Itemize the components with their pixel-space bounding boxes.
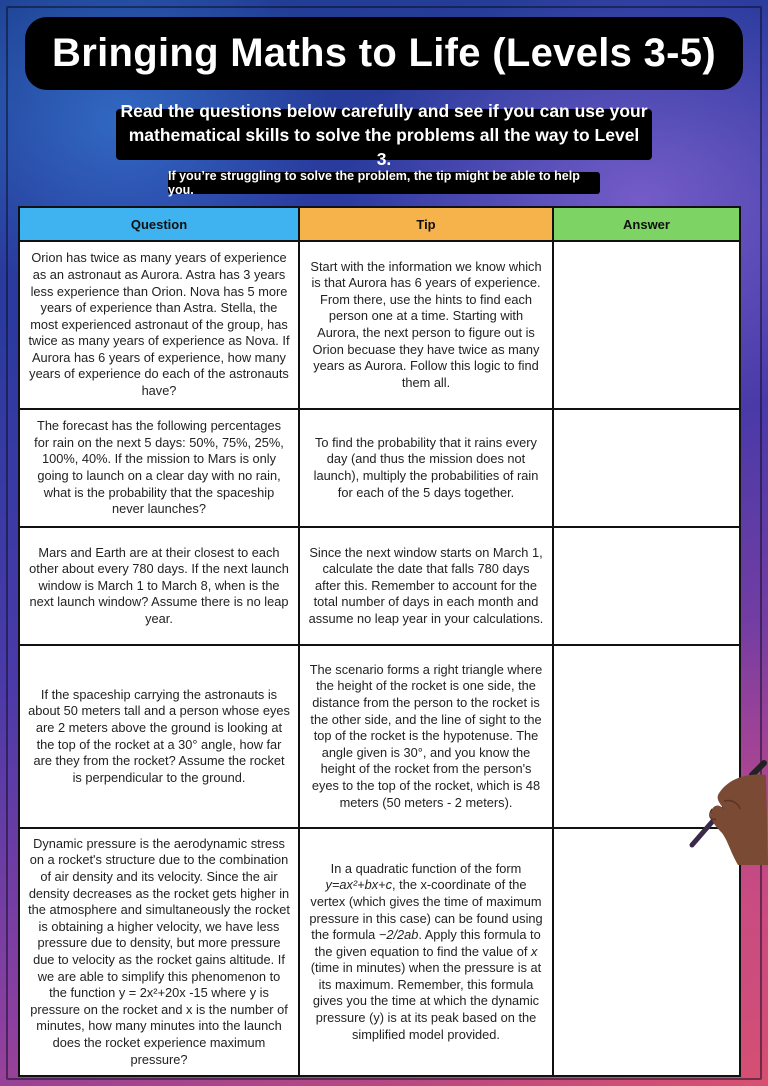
hand-with-pen-illustration (688, 755, 768, 865)
worksheet-table (18, 206, 741, 1077)
variable-x: x (530, 943, 538, 959)
tip-cell: Start with the information we know which is that Aurora has 6 years of experience. From there, use the hints to find each person one at a time. Starting with Aurora, the next person to figure out is Orion becuase they have twice as many years as Aurora. Follow this logic to find them all. (299, 241, 553, 409)
formula-vertex: −2/2ab (378, 927, 419, 943)
hint-text: If you’re struggling to solve the problem, the tip might be able to help you. (168, 172, 600, 194)
tip-cell (299, 828, 553, 1076)
question-cell: The forecast has the following percentages for rain on the next 5 days: 50%, 75%, 25%, 100%, 40%. If the mission to Mars is only going to launch on a clear day with no rain, what is the probability that the spaceship never launches? (19, 409, 299, 527)
tip-text: . Apply this formula to the given equation to find the value of (314, 927, 541, 959)
tip-column-header: Tip (299, 207, 553, 241)
tip-cell: The scenario forms a right triangle where the height of the rocket is one side, the distance from the person to the rocket is the other side, and the line of sight to the top of the rocket is the hypotenuse. The angle given is 30°, and you know the height of the rocket from the person's eyes to the top of the rocket, which is 48 meters (50 meters - 2 meters). (299, 645, 553, 828)
page-title: Bringing Maths to Life (Levels 3-5) (52, 31, 716, 75)
intro-text: Read the questions below carefully and see if you can use your mathematical skills to solve the problems all the way to Level 3. (116, 109, 652, 160)
answer-cell[interactable] (553, 409, 740, 527)
answer-cell[interactable] (553, 828, 740, 1076)
formula-quadratic: y=ax²+bx+c (325, 877, 393, 893)
tip-text: (time in minutes) when the pressure is at its maximum. Remember, this formula gives you the time at which the dynamic pressure (y) is at its peak based on the simplified model provided. (310, 960, 542, 1042)
table-header-row (19, 207, 740, 241)
question-cell: Mars and Earth are at their closest to each other about every 780 days. If the next launch window is March 1 to March 8, when is the next launch window? Assume there is no leap year. (19, 527, 299, 645)
table-row (19, 409, 740, 527)
question-cell: Orion has twice as many years of experience as an astronaut as Aurora. Astra has 3 years less experience than Orion. Nova has 5 more years of experience than Astra. Stella, the most experienced astronaut of the group, has twice as many years of experience as Nova. If Aurora has 6 years of experience, how many years of experience do each of the astronauts have? (19, 241, 299, 409)
question-cell: If the spaceship carrying the astronauts is about 50 meters tall and a person whose eyes are 2 meters above the ground is looking at the top of the rocket at a 30° angle, how far are they from the rocket? Assume the rocket is perpendicular to the ground. (19, 645, 299, 828)
tip-text: , the x-coordinate of the vertex (which gives the time of maximum pressure in this case) can be found using the formula (309, 877, 543, 943)
answer-cell[interactable] (553, 241, 740, 409)
answer-column-header: Answer (553, 207, 740, 241)
question-column-header: Question (19, 207, 299, 241)
table-row (19, 645, 740, 828)
tip-cell: To find the probability that it rains every day (and thus the mission does not launch), multiply the probabilities of rain for each of the 5 days together. (299, 409, 553, 527)
table-row (19, 527, 740, 645)
title-banner (25, 17, 743, 90)
tip-cell: Since the next window starts on March 1, calculate the date that falls 780 days after this. Remember to account for the total number of days in each month and assume no leap year in your calculations. (299, 527, 553, 645)
table-row (19, 828, 740, 1076)
tip-text: In a quadratic function of the form (330, 860, 522, 876)
answer-cell[interactable] (553, 527, 740, 645)
table-row (19, 241, 740, 409)
question-cell: Dynamic pressure is the aerodynamic stress on a rocket's structure due to the combination of air density and its velocity. Since the air density decreases as the rocket gets higher in the atmosphere and simultaneously the rocket is obtaining a higher velocity, we have less pressure due to density, but more pressure due to velocity as the rocket gains altitude. If we are able to simplify this phenomenon to the function y = 2x²+20x -15 where y is pressure on the rocket and x is the number of minutes, how many minutes into the launch does the rocket experience maximum pressure? (19, 828, 299, 1076)
